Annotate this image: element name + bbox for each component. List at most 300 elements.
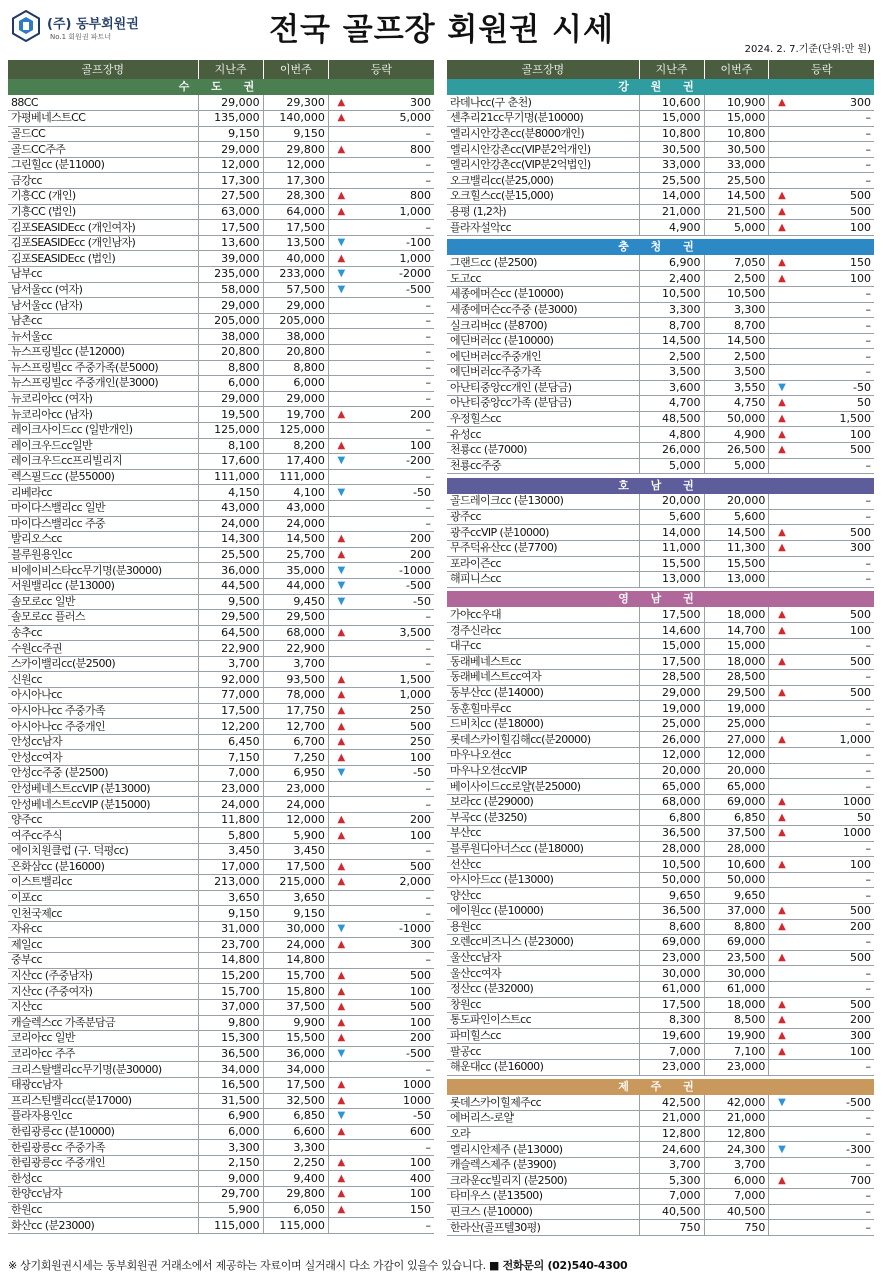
arrow-up-icon: ▲ xyxy=(769,525,795,541)
this-week-price: 23,500 xyxy=(704,950,769,966)
this-week-price: 61,000 xyxy=(704,981,769,997)
last-week-price: 4,700 xyxy=(639,396,704,412)
course-name: 아시아나cc xyxy=(8,688,198,704)
course-name: 파미힐스cc xyxy=(447,1028,639,1044)
last-week-price: 3,700 xyxy=(198,656,263,672)
course-name: 신원cc xyxy=(8,672,198,688)
table-row xyxy=(8,1124,434,1140)
last-week-price: 36,500 xyxy=(639,904,704,920)
course-name: 오라 xyxy=(447,1126,639,1142)
table-row xyxy=(8,407,434,423)
last-week-price: 15,300 xyxy=(198,1031,263,1047)
last-week-price: 235,000 xyxy=(198,267,263,283)
table-row xyxy=(447,95,874,111)
this-week-price: 34,000 xyxy=(263,1062,328,1078)
course-name: 코리아cc 일반 xyxy=(8,1031,198,1047)
price-change: – xyxy=(795,1220,874,1236)
no-change-cell xyxy=(769,888,795,904)
last-week-price: 7,000 xyxy=(198,766,263,782)
this-week-price: 7,250 xyxy=(263,750,328,766)
this-week-price: 12,000 xyxy=(263,157,328,173)
price-change: – xyxy=(795,841,874,857)
arrow-up-icon: ▲ xyxy=(328,142,354,158)
price-change: 400 xyxy=(354,1171,434,1187)
price-change: – xyxy=(354,157,434,173)
course-name: 가평베네스트CC xyxy=(8,111,198,127)
course-name: 한원cc xyxy=(8,1202,198,1218)
price-change: 500 xyxy=(795,997,874,1013)
no-change-cell xyxy=(328,157,354,173)
table-row xyxy=(447,779,874,795)
price-change: – xyxy=(795,494,874,510)
region-header xyxy=(447,478,874,494)
this-week-price: 18,000 xyxy=(704,607,769,623)
arrow-up-icon: ▲ xyxy=(328,95,354,111)
arrow-up-icon: ▲ xyxy=(769,1173,795,1189)
price-change: 500 xyxy=(354,859,434,875)
price-change: 600 xyxy=(354,1124,434,1140)
arrow-down-icon: ▼ xyxy=(328,1109,354,1125)
region-header xyxy=(447,591,874,607)
no-change-cell xyxy=(769,966,795,982)
price-change: 1000 xyxy=(354,1077,434,1093)
price-change: -1000 xyxy=(354,921,434,937)
no-change-cell xyxy=(328,1140,354,1156)
last-week-price: 15,700 xyxy=(198,984,263,1000)
table-row xyxy=(8,984,434,1000)
price-change: 700 xyxy=(795,1173,874,1189)
table-row xyxy=(447,494,874,510)
no-change-cell xyxy=(769,126,795,142)
table-row xyxy=(447,540,874,556)
price-change: – xyxy=(795,763,874,779)
course-name: 기흥CC (법인) xyxy=(8,204,198,220)
course-name: 이포cc xyxy=(8,890,198,906)
last-week-price: 30,500 xyxy=(639,142,704,158)
course-name: 블루원디아너스cc (분18000) xyxy=(447,841,639,857)
table-row xyxy=(447,1126,874,1142)
this-week-price: 12,800 xyxy=(704,1126,769,1142)
last-week-price: 27,500 xyxy=(198,189,263,205)
table-row xyxy=(8,625,434,641)
course-name: 한양cc남자 xyxy=(8,1187,198,1203)
last-week-price: 11,800 xyxy=(198,812,263,828)
last-week-price: 50,000 xyxy=(639,872,704,888)
table-row xyxy=(8,1202,434,1218)
course-name: 지산cc (주중여자) xyxy=(8,984,198,1000)
this-week-price: 8,800 xyxy=(704,919,769,935)
course-name: 세종에머슨cc주중 (분3000) xyxy=(447,302,639,318)
price-change: -500 xyxy=(354,1046,434,1062)
arrow-down-icon: ▼ xyxy=(328,454,354,470)
this-week-price: 30,500 xyxy=(704,142,769,158)
arrow-up-icon: ▲ xyxy=(769,442,795,458)
this-week-price: 65,000 xyxy=(704,779,769,795)
table-row xyxy=(8,189,434,205)
table-row xyxy=(8,610,434,626)
price-change: -50 xyxy=(354,1109,434,1125)
arrow-up-icon: ▲ xyxy=(769,220,795,236)
arrow-up-icon: ▲ xyxy=(328,532,354,548)
last-week-price: 750 xyxy=(639,1220,704,1236)
table-header xyxy=(447,60,874,79)
last-week-price: 8,100 xyxy=(198,438,263,454)
price-change: – xyxy=(795,748,874,764)
last-week-price: 2,400 xyxy=(639,271,704,287)
course-name: 뉴서울cc xyxy=(8,329,198,345)
table-row xyxy=(8,953,434,969)
course-name: 레이크우드cc일반 xyxy=(8,438,198,454)
region-name: 수 도 권 xyxy=(8,79,434,95)
table-row xyxy=(447,365,874,381)
course-name: 오크밸리cc(분25,000) xyxy=(447,173,639,189)
this-week-price: 19,900 xyxy=(704,1028,769,1044)
price-change: 100 xyxy=(354,1155,434,1171)
this-week-price: 44,000 xyxy=(263,578,328,594)
table-row xyxy=(447,701,874,717)
price-change: 200 xyxy=(795,919,874,935)
course-name: 용원cc xyxy=(447,919,639,935)
course-name: 남서울cc (남자) xyxy=(8,298,198,314)
course-name: 플라자설악cc xyxy=(447,220,639,236)
price-change: -50 xyxy=(354,766,434,782)
arrow-up-icon: ▲ xyxy=(769,1028,795,1044)
price-change: – xyxy=(354,173,434,189)
no-change-cell xyxy=(328,610,354,626)
logo-name: (주) 동부회원권 xyxy=(47,17,139,32)
course-name: 여주cc주식 xyxy=(8,828,198,844)
this-week-price: 23,000 xyxy=(704,1059,769,1075)
table-row xyxy=(447,810,874,826)
last-week-price: 29,000 xyxy=(198,298,263,314)
course-name: 유성cc xyxy=(447,427,639,443)
price-change: – xyxy=(354,1140,434,1156)
last-week-price: 19,000 xyxy=(639,701,704,717)
page-title: 전국 골프장 회원권 시세 xyxy=(269,12,614,48)
last-week-price: 24,000 xyxy=(198,516,263,532)
this-week-price: 32,500 xyxy=(263,1093,328,1109)
last-week-price: 42,500 xyxy=(639,1095,704,1111)
this-week-price: 6,600 xyxy=(263,1124,328,1140)
price-change: – xyxy=(795,1189,874,1205)
table-row xyxy=(8,422,434,438)
last-week-price: 8,600 xyxy=(639,919,704,935)
course-name: 남서울cc (여자) xyxy=(8,282,198,298)
no-change-cell xyxy=(769,779,795,795)
price-change: – xyxy=(795,888,874,904)
table-row xyxy=(8,157,434,173)
table-row xyxy=(447,287,874,303)
arrow-down-icon: ▼ xyxy=(328,578,354,594)
price-change: – xyxy=(354,126,434,142)
price-change: 200 xyxy=(795,1013,874,1029)
course-name: 통도파인이스트cc xyxy=(447,1013,639,1029)
this-week-price: 5,900 xyxy=(263,828,328,844)
course-name: 골드CC주주 xyxy=(8,142,198,158)
price-change: 300 xyxy=(795,95,874,111)
price-change: – xyxy=(795,173,874,189)
price-change: – xyxy=(795,509,874,525)
last-week-price: 125,000 xyxy=(198,422,263,438)
course-name: 오렌cc비즈니스 (분23000) xyxy=(447,935,639,951)
last-week-price: 3,450 xyxy=(198,844,263,860)
last-week-price: 40,500 xyxy=(639,1204,704,1220)
course-name: 자유cc xyxy=(8,921,198,937)
last-week-price: 30,000 xyxy=(639,966,704,982)
this-week-price: 205,000 xyxy=(263,313,328,329)
last-week-price: 44,500 xyxy=(198,578,263,594)
table-row xyxy=(8,578,434,594)
arrow-up-icon: ▲ xyxy=(328,204,354,220)
price-change: – xyxy=(795,111,874,127)
table-row xyxy=(8,890,434,906)
course-name: 김포SEASIDEcc (법인) xyxy=(8,251,198,267)
column-header-this-week: 이번주 xyxy=(263,60,328,79)
price-change: 500 xyxy=(354,719,434,735)
last-week-price: 63,000 xyxy=(198,204,263,220)
region-name: 강 원 권 xyxy=(447,79,874,95)
this-week-price: 9,900 xyxy=(263,1015,328,1031)
this-week-price: 10,600 xyxy=(704,857,769,873)
no-change-cell xyxy=(328,345,354,361)
course-name: 울산cc남자 xyxy=(447,950,639,966)
arrow-up-icon: ▲ xyxy=(769,607,795,623)
course-name: 발리오스cc xyxy=(8,532,198,548)
arrow-up-icon: ▲ xyxy=(328,719,354,735)
course-name: 정산cc (분32000) xyxy=(447,981,639,997)
arrow-down-icon: ▼ xyxy=(769,1095,795,1111)
course-name: 스카이밸리cc(분2500) xyxy=(8,656,198,672)
this-week-price: 9,150 xyxy=(263,906,328,922)
table-row xyxy=(447,638,874,654)
no-change-cell xyxy=(769,872,795,888)
table-row xyxy=(8,1031,434,1047)
no-change-cell xyxy=(769,716,795,732)
table-row xyxy=(8,298,434,314)
course-name: 태광cc남자 xyxy=(8,1077,198,1093)
this-week-price: 43,000 xyxy=(263,500,328,516)
table-row xyxy=(8,1046,434,1062)
course-name: 은화삼cc (분16000) xyxy=(8,859,198,875)
course-name: 마우나오션ccVIP xyxy=(447,763,639,779)
course-name: 선산cc xyxy=(447,857,639,873)
column-header-change: 등락 xyxy=(328,60,434,79)
price-change: 500 xyxy=(795,607,874,623)
arrow-up-icon: ▲ xyxy=(328,189,354,205)
course-name: 동부산cc (분14000) xyxy=(447,685,639,701)
no-change-cell xyxy=(769,981,795,997)
course-name: 엘리시안제주 (분13000) xyxy=(447,1142,639,1158)
this-week-price: 6,850 xyxy=(263,1109,328,1125)
arrow-up-icon: ▲ xyxy=(328,875,354,891)
last-week-price: 29,000 xyxy=(198,142,263,158)
logo-subtitle: No.1 회원권 파트너 xyxy=(50,33,112,41)
region-name: 충 청 권 xyxy=(447,239,874,255)
course-name: 동래베네스트cc xyxy=(447,654,639,670)
last-week-price: 213,000 xyxy=(198,875,263,891)
table-row xyxy=(447,997,874,1013)
table-row xyxy=(8,1155,434,1171)
price-change: 1,000 xyxy=(354,251,434,267)
price-change: 5,000 xyxy=(354,111,434,127)
course-name: 아난티중앙cc개인 (분담금) xyxy=(447,380,639,396)
this-week-price: 37,500 xyxy=(263,999,328,1015)
price-change: – xyxy=(354,844,434,860)
this-week-price: 68,000 xyxy=(263,625,328,641)
price-change: 1,000 xyxy=(354,688,434,704)
last-week-price: 22,900 xyxy=(198,641,263,657)
this-week-price: 22,900 xyxy=(263,641,328,657)
no-change-cell xyxy=(328,173,354,189)
course-name: 롯데스카이힐제주cc xyxy=(447,1095,639,1111)
this-week-price: 38,000 xyxy=(263,329,328,345)
course-name: 울산cc여자 xyxy=(447,966,639,982)
course-name: 한림광릉cc (분10000) xyxy=(8,1124,198,1140)
last-week-price: 21,000 xyxy=(639,1111,704,1127)
table-row xyxy=(447,794,874,810)
course-name: 센추리21cc무기명(분10000) xyxy=(447,111,639,127)
last-week-price: 9,150 xyxy=(198,126,263,142)
no-change-cell xyxy=(769,748,795,764)
this-week-price: 13,000 xyxy=(704,572,769,588)
last-week-price: 10,500 xyxy=(639,857,704,873)
price-change: – xyxy=(795,966,874,982)
last-week-price: 17,000 xyxy=(198,859,263,875)
arrow-up-icon: ▲ xyxy=(328,812,354,828)
arrow-down-icon: ▼ xyxy=(769,1142,795,1158)
price-change: – xyxy=(354,1218,434,1234)
course-name: 부곡cc (분3250) xyxy=(447,810,639,826)
last-week-price: 13,000 xyxy=(639,572,704,588)
course-name: 핀크스 (분10000) xyxy=(447,1204,639,1220)
table-row xyxy=(8,1218,434,1234)
last-week-price: 33,000 xyxy=(639,157,704,173)
this-week-price: 9,400 xyxy=(263,1171,328,1187)
this-week-price: 10,800 xyxy=(704,126,769,142)
table-row xyxy=(447,458,874,474)
table-row xyxy=(8,859,434,875)
this-week-price: 4,900 xyxy=(704,427,769,443)
this-week-price: 14,800 xyxy=(263,953,328,969)
last-week-price: 3,300 xyxy=(198,1140,263,1156)
no-change-cell xyxy=(769,935,795,951)
table-row xyxy=(8,111,434,127)
arrow-up-icon: ▲ xyxy=(769,204,795,220)
table-row xyxy=(8,641,434,657)
price-change: – xyxy=(795,872,874,888)
course-name: 포라이즌cc xyxy=(447,556,639,572)
this-week-price: 37,000 xyxy=(704,904,769,920)
this-week-price: 69,000 xyxy=(704,794,769,810)
price-change: – xyxy=(354,610,434,626)
price-change: – xyxy=(795,302,874,318)
arrow-up-icon: ▲ xyxy=(769,997,795,1013)
price-change: – xyxy=(354,953,434,969)
page-header xyxy=(0,0,883,56)
price-change: – xyxy=(354,298,434,314)
price-change: 1,500 xyxy=(354,672,434,688)
course-name: 김포SEASIDEcc (개인여자) xyxy=(8,220,198,236)
course-name: 솔모로cc 플러스 xyxy=(8,610,198,626)
arrow-up-icon: ▲ xyxy=(328,750,354,766)
region-name: 제 주 권 xyxy=(447,1079,874,1095)
no-change-cell xyxy=(769,701,795,717)
course-name: 지산cc xyxy=(8,999,198,1015)
price-change: 100 xyxy=(795,427,874,443)
price-change: – xyxy=(795,287,874,303)
this-week-price: 28,000 xyxy=(704,841,769,857)
price-change: 1,000 xyxy=(795,732,874,748)
no-change-cell xyxy=(328,500,354,516)
this-week-price: 4,100 xyxy=(263,485,328,501)
arrow-up-icon: ▲ xyxy=(769,810,795,826)
this-week-price: 30,000 xyxy=(263,921,328,937)
this-week-price: 20,000 xyxy=(704,763,769,779)
no-change-cell xyxy=(328,641,354,657)
last-week-price: 17,300 xyxy=(198,173,263,189)
this-week-price: 21,000 xyxy=(704,1111,769,1127)
price-change: – xyxy=(354,422,434,438)
arrow-up-icon: ▲ xyxy=(769,654,795,670)
last-week-price: 3,650 xyxy=(198,890,263,906)
price-change: 100 xyxy=(795,1044,874,1060)
arrow-up-icon: ▲ xyxy=(328,251,354,267)
column-header-last-week: 지난주 xyxy=(639,60,704,79)
price-change: – xyxy=(354,345,434,361)
table-row xyxy=(8,204,434,220)
table-header xyxy=(8,60,434,79)
this-week-price: 26,500 xyxy=(704,442,769,458)
course-name: 광주ccVIP (분10000) xyxy=(447,525,639,541)
this-week-price: 6,000 xyxy=(704,1173,769,1189)
last-week-price: 17,500 xyxy=(639,997,704,1013)
table-row xyxy=(447,716,874,732)
last-week-price: 12,000 xyxy=(198,157,263,173)
price-change: – xyxy=(795,935,874,951)
price-change: 1,000 xyxy=(354,204,434,220)
region-header xyxy=(8,79,434,95)
table-row xyxy=(447,872,874,888)
price-change: 100 xyxy=(354,984,434,1000)
price-change: 100 xyxy=(354,750,434,766)
price-change: – xyxy=(795,1204,874,1220)
course-name: 경주신라cc xyxy=(447,623,639,639)
table-row xyxy=(8,220,434,236)
no-change-cell xyxy=(328,656,354,672)
course-name: 서원밸리cc (분13000) xyxy=(8,578,198,594)
table-row xyxy=(447,857,874,873)
course-name: 한성cc xyxy=(8,1171,198,1187)
table-row xyxy=(8,329,434,345)
table-row xyxy=(8,1109,434,1125)
no-change-cell xyxy=(769,173,795,189)
last-week-price: 8,300 xyxy=(639,1013,704,1029)
last-week-price: 25,000 xyxy=(639,716,704,732)
arrow-down-icon: ▼ xyxy=(328,235,354,251)
price-change: – xyxy=(354,376,434,392)
last-week-price: 111,000 xyxy=(198,469,263,485)
last-week-price: 115,000 xyxy=(198,1218,263,1234)
course-name: 골드CC xyxy=(8,126,198,142)
table-row xyxy=(447,981,874,997)
table-row xyxy=(8,516,434,532)
this-week-price: 21,500 xyxy=(704,204,769,220)
course-name: 남부cc xyxy=(8,267,198,283)
arrow-down-icon: ▼ xyxy=(328,921,354,937)
table-row xyxy=(447,1157,874,1173)
course-name: 엘리시안강촌cc(VIP분2억법인) xyxy=(447,157,639,173)
table-row xyxy=(8,95,434,111)
